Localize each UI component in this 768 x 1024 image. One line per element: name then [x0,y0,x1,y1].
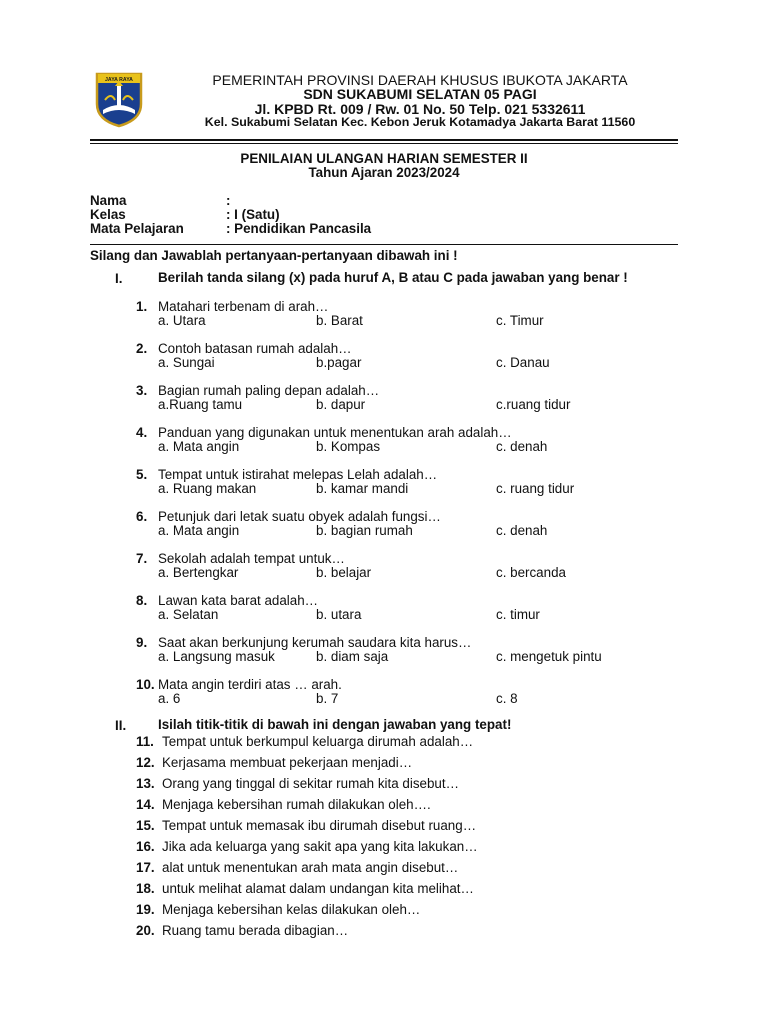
mc-question [0,299,768,331]
option-a: a. Utara [158,313,206,328]
option-c: c. Danau [496,355,550,370]
option-a: a. Bertengkar [158,565,239,580]
question-number: 9. [136,635,148,650]
option-b: b.pagar [316,355,362,370]
section-2-instruction: Isilah titik-titik di bawah ini dengan jawaban yang tepat! [158,717,512,732]
question-text: Mata angin terdiri atas … arah. [158,677,342,692]
option-c: c. mengetuk pintu [496,649,602,664]
question-number: 2. [136,341,148,356]
question-text: Tempat untuk istirahat melepas Lelah adalah… [158,467,438,482]
option-b: b. diam saja [316,649,389,664]
question-number: 6. [136,509,148,524]
question-text: Panduan yang digunakan untuk menentukan arah adalah… [158,425,512,440]
option-c: c. timur [496,607,540,622]
essay-question [0,923,768,939]
option-b: b. 7 [316,691,339,706]
question-text: Tempat untuk memasak ibu dirumah disebut ruang… [162,818,477,833]
question-text: Sekolah adalah tempat untuk… [158,551,345,566]
option-a: a. Mata angin [158,439,240,454]
essay-question [0,818,768,834]
question-number: 10. [136,677,155,692]
identity-value: : I (Satu) [226,207,280,222]
header-province: PEMERINTAH PROVINSI DAERAH KHUSUS IBUKOTA JAKARTA [212,72,628,88]
option-b: b. dapur [316,397,366,412]
general-instruction: Silang dan Jawablah pertanyaan-pertanyaan dibawah ini ! [90,248,458,263]
question-number: 1. [136,299,148,314]
identity-value: : [226,193,231,208]
question-text: Kerjasama membuat pekerjaan menjadi… [162,755,413,770]
question-text: Bagian rumah paling depan adalah… [158,383,380,398]
exam-title: PENILAIAN ULANGAN HARIAN SEMESTER II [240,151,528,166]
logo-text: JAYA RAYA [105,77,133,83]
question-number: 11. [136,734,154,749]
option-c: c. denah [496,439,548,454]
mc-question [0,593,768,625]
question-number: 5. [136,467,148,482]
mc-question [0,677,768,709]
section-1-instruction: Berilah tanda silang (x) pada huruf A, B atau C pada jawaban yang benar ! [158,270,628,285]
question-text: Lawan kata barat adalah… [158,593,319,608]
question-number: 7. [136,551,148,566]
question-text: Menjaga kebersihan rumah dilakukan oleh…. [162,797,431,812]
mc-question [0,467,768,499]
question-text: Jika ada keluarga yang sakit apa yang kita lakukan… [162,839,478,854]
question-text: alat untuk menentukan arah mata angin disebut… [162,860,459,875]
option-b: b. utara [316,607,362,622]
exam-year: Tahun Ajaran 2023/2024 [308,165,460,180]
identity-label: Kelas [90,207,126,222]
question-text: Menjaga kebersihan kelas dilakukan oleh… [162,902,421,917]
question-text: Contoh batasan rumah adalah… [158,341,352,356]
mc-question [0,551,768,583]
essay-question [0,860,768,876]
identity-class-row [90,207,280,222]
question-number: 18. [136,881,155,896]
section-1-number: I. [115,271,123,286]
option-a: a. 6 [158,691,181,706]
option-a: a.Ruang tamu [158,397,243,412]
header-divider-thin [90,143,678,144]
jakarta-crest-icon [93,70,145,128]
mc-question [0,425,768,457]
question-number: 4. [136,425,148,440]
identity-value: : Pendidikan Pancasila [226,221,372,236]
header-school: SDN SUKABUMI SELATAN 05 PAGI [303,86,537,102]
option-a: a. Selatan [158,607,219,622]
question-number: 3. [136,383,148,398]
question-number: 8. [136,593,148,608]
header-address: Jl. KPBD Rt. 009 / Rw. 01 No. 50 Telp. 021 5332611 [254,101,586,117]
question-text: Orang yang tinggal di sekitar rumah kita disebut… [162,776,459,791]
identity-label: Nama [90,193,127,208]
identity-subject-row [90,221,371,236]
option-c: c. denah [496,523,548,538]
essay-question [0,797,768,813]
header-district: Kel. Sukabumi Selatan Kec. Kebon Jeruk Kotamadya Jakarta Barat 11560 [204,115,636,129]
option-a: a. Mata angin [158,523,240,538]
question-number: 19. [136,902,155,917]
question-number: 15. [136,818,155,833]
question-text: Ruang tamu berada dibagian… [162,923,349,938]
question-number: 20. [136,923,155,938]
question-text: Petunjuk dari letak suatu obyek adalah fungsi… [158,509,441,524]
mc-question [0,509,768,541]
question-number: 12. [136,755,155,770]
question-number: 14. [136,797,155,812]
question-text: Tempat untuk berkumpul keluarga dirumah adalah… [162,734,474,749]
essay-question [0,839,768,855]
question-number: 13. [136,776,155,791]
header-divider-thick [90,139,678,141]
section-2-number: II. [115,718,127,733]
essay-question [0,881,768,897]
question-text: untuk melihat alamat dalam undangan kita melihat… [162,881,474,896]
mc-question [0,635,768,667]
option-a: a. Sungai [158,355,215,370]
essay-question [0,902,768,918]
option-a: a. Langsung masuk [158,649,275,664]
mc-question [0,383,768,415]
option-b: b. Kompas [316,439,381,454]
option-c: c. Timur [496,313,544,328]
question-text: Matahari terbenam di arah… [158,299,329,314]
question-number: 17. [136,860,155,875]
option-a: a. Ruang makan [158,481,257,496]
option-c: c.ruang tidur [496,397,571,412]
identity-label: Mata Pelajaran [90,221,184,236]
essay-question [0,734,768,750]
mc-question [0,341,768,373]
question-text: Saat akan berkunjung kerumah saudara kita harus… [158,635,472,650]
option-b: b. Barat [316,313,363,328]
option-b: b. belajar [316,565,372,580]
option-c: c. ruang tidur [496,481,575,496]
option-c: c. bercanda [496,565,566,580]
option-b: b. kamar mandi [316,481,409,496]
essay-question [0,776,768,792]
instruction-divider [90,244,678,245]
essay-question [0,755,768,771]
question-number: 16. [136,839,155,854]
option-b: b. bagian rumah [316,523,413,538]
identity-name-row [90,193,230,208]
option-c: c. 8 [496,691,518,706]
